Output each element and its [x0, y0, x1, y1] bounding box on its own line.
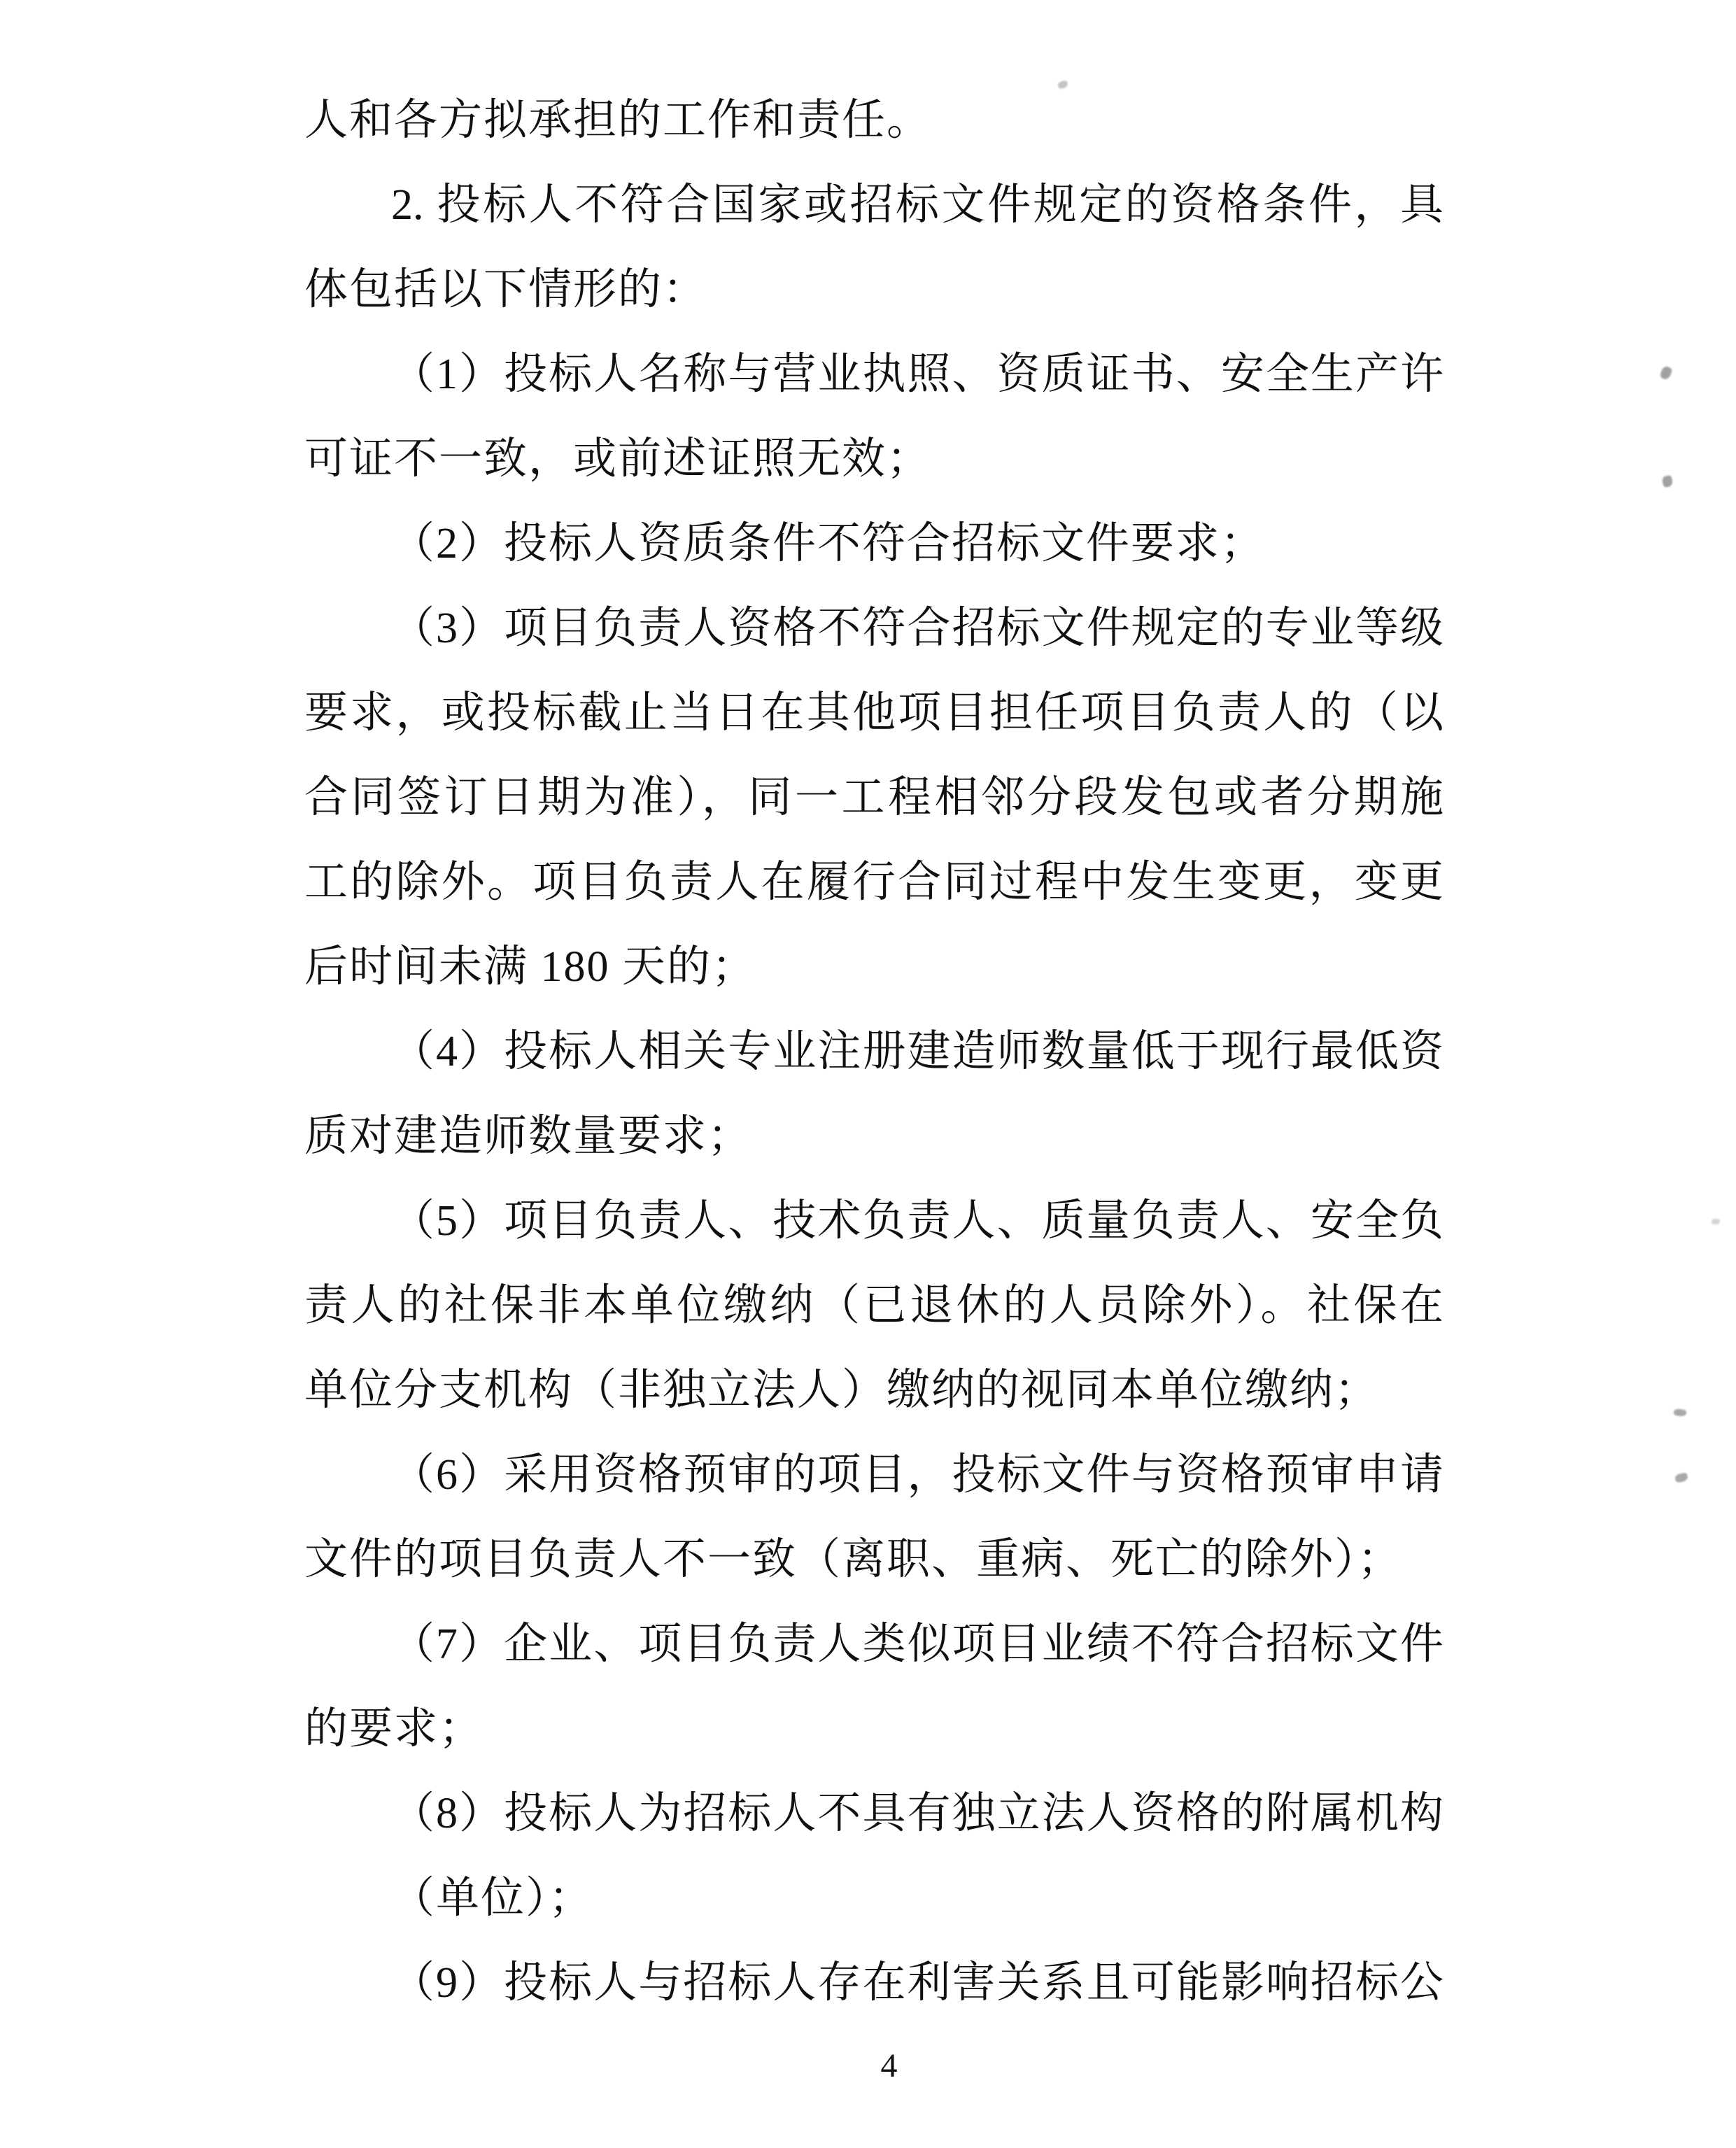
text-line: 责人的社保非本单位缴纳（已退休的人员除外）。社保在 — [304, 1282, 1444, 1329]
text-line: 合同签订日期为准），同一工程相邻分段发包或者分期施 — [304, 774, 1444, 821]
text-line: （5）项目负责人、技术负责人、质量负责人、安全负 — [391, 1197, 1444, 1245]
text-line: 体包括以下情形的： — [304, 266, 708, 313]
scan-artifact — [1659, 365, 1672, 381]
text-line: 人和各方拟承担的工作和责任。 — [304, 97, 932, 144]
text-line: 单位分支机构（非独立法人）缴纳的视同本单位缴纳； — [304, 1366, 1380, 1414]
text-line: 后时间未满 180 天的； — [304, 943, 757, 991]
text-line: （1）投标人名称与营业执照、资质证书、安全生产许 — [391, 351, 1444, 398]
scan-artifact — [1662, 475, 1674, 488]
scan-artifact — [1673, 1408, 1686, 1417]
text-line: （7）企业、项目负责人类似项目业绩不符合招标文件 — [391, 1620, 1444, 1668]
page-number: 4 — [880, 2047, 898, 2084]
text-line: 要求，或投标截止当日在其他项目担任项目负责人的（以 — [304, 689, 1444, 737]
scan-artifact — [1674, 1472, 1688, 1483]
text-line: （9）投标人与招标人存在利害关系且可能影响招标公 — [391, 1959, 1444, 2007]
text-line: 可证不一致，或前述证照无效； — [304, 435, 932, 483]
scan-artifact — [1712, 1219, 1720, 1224]
text-line: 文件的项目负责人不一致（离职、重病、死亡的除外）； — [304, 1536, 1403, 1583]
text-line: （单位）； — [391, 1874, 594, 1922]
text-line: 的要求； — [304, 1705, 484, 1753]
text-line: （6）采用资格预审的项目，投标文件与资格预审申请 — [391, 1451, 1444, 1499]
text-line: 工的除外。项目负责人在履行合同过程中发生变更，变更 — [304, 859, 1444, 906]
document-body — [304, 78, 1444, 2026]
text-line: （3）项目负责人资格不符合招标文件规定的专业等级 — [391, 605, 1444, 652]
text-line: （2）投标人资质条件不符合招标文件要求； — [391, 520, 1266, 567]
text-line: 质对建造师数量要求； — [304, 1112, 753, 1160]
text-line: （4）投标人相关专业注册建造师数量低于现行最低资 — [391, 1028, 1444, 1075]
text-line: （8）投标人为招标人不具有独立法人资格的附属机构 — [391, 1790, 1444, 1837]
text-line: 2. 投标人不符合国家或招标文件规定的资格条件，具 — [391, 181, 1444, 229]
